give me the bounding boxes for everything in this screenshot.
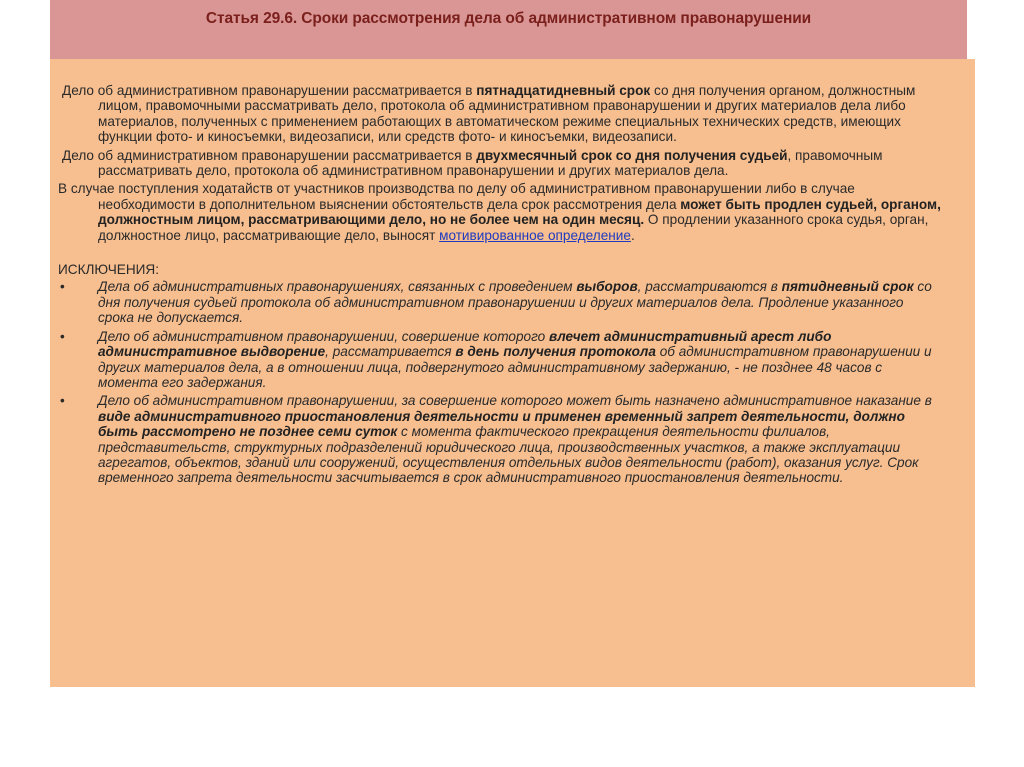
- bullet-icon: •: [60, 393, 65, 409]
- spacer: [58, 246, 943, 262]
- list-item-suspension: • Дело об административном правонарушении, за совершение которого может быть назначено административное наказание в виде административного приостановления деятельности и применен временный запрет деятельности, должно быть рассмотрено не позднее семи суток с момента фактического прекращения деятельности филиалов, представительств, структурных подразделений юридического лица, производственных участков, а также эксплуатации агрегатов, объектов, зданий или сооружений, осуществления отдельных видов деятельности (работ), оказания услуг. Срок временного запрета деятельности засчитывается в срок административного приостановления деятельности.: [60, 393, 932, 486]
- page-title: Статья 29.6. Сроки рассмотрения дела об административном правонарушении: [205, 10, 812, 27]
- list-item-arrest: • Дело об административном правонарушении, совершение которого влечет административный арест либо административное выдворение, рассматривается в день получения протокола об административном правонарушении и других материалов дела, а в отношении лица, подвергнутого административному задержанию, - не позднее 48 часов с момента его задержания.: [60, 328, 932, 390]
- exceptions-list: [58, 279, 943, 485]
- highlight-extension: может быть продлен судьей, органом, должностным лицом, рассматривающими дело, но не более чем на один месяц.: [98, 196, 941, 228]
- bullet-icon: •: [60, 279, 65, 295]
- slide-header: [50, 0, 967, 59]
- paragraph-15-day-term: Дело об административном правонарушении рассматривается в пятнадцатидневный срок со дня получения органом, должностным лицом, правомочными рассматривать дело, протокола об административном правонарушении и других материалов дела либо материалов, полученных с применением работающих в автоматическом режиме специальных технических средств, имеющих функции фото- и киносъемки, видеозаписи, или средств фото- и киносъемки, видеозаписи.: [62, 83, 916, 145]
- content-panel: [50, 59, 975, 687]
- paragraph-two-month-term: Дело об административном правонарушении рассматривается в двухмесячный срок со дня получения судьей, правомочным рассматривать дело, протокола об административном правонарушении и других материалов дела.: [62, 147, 883, 179]
- body-text: [58, 83, 943, 489]
- motivated-decision-link[interactable]: мотивированное определение: [439, 227, 631, 243]
- highlight-15-day: пятнадцатидневный срок: [476, 83, 651, 98]
- list-item-elections: • Дела об административных правонарушениях, связанных с проведением выборов, рассматриваются в пятидневный срок со дня получения судьей протокола об административном правонарушении и других материалов дела. Продление указанного срока не допускается.: [60, 279, 932, 326]
- exceptions-heading: ИСКЛЮЧЕНИЯ:: [58, 262, 160, 278]
- highlight-two-month: двухмесячный срок со дня получения судьей: [476, 147, 788, 163]
- paragraph-extension: В случае поступления ходатайств от участников производства по делу об административном правонарушении либо в случае необходимости в дополнительном выяснении обстоятельств дела срок рассмотрения дела может быть продлен судьей, органом, должностным лицом, рассматривающими дело, но не более чем на один месяц. О продлении указанного срока судья, орган, должностное лицо, рассматривающие дело, выносят мотивированное определение.: [58, 181, 941, 243]
- bullet-icon: •: [60, 328, 65, 344]
